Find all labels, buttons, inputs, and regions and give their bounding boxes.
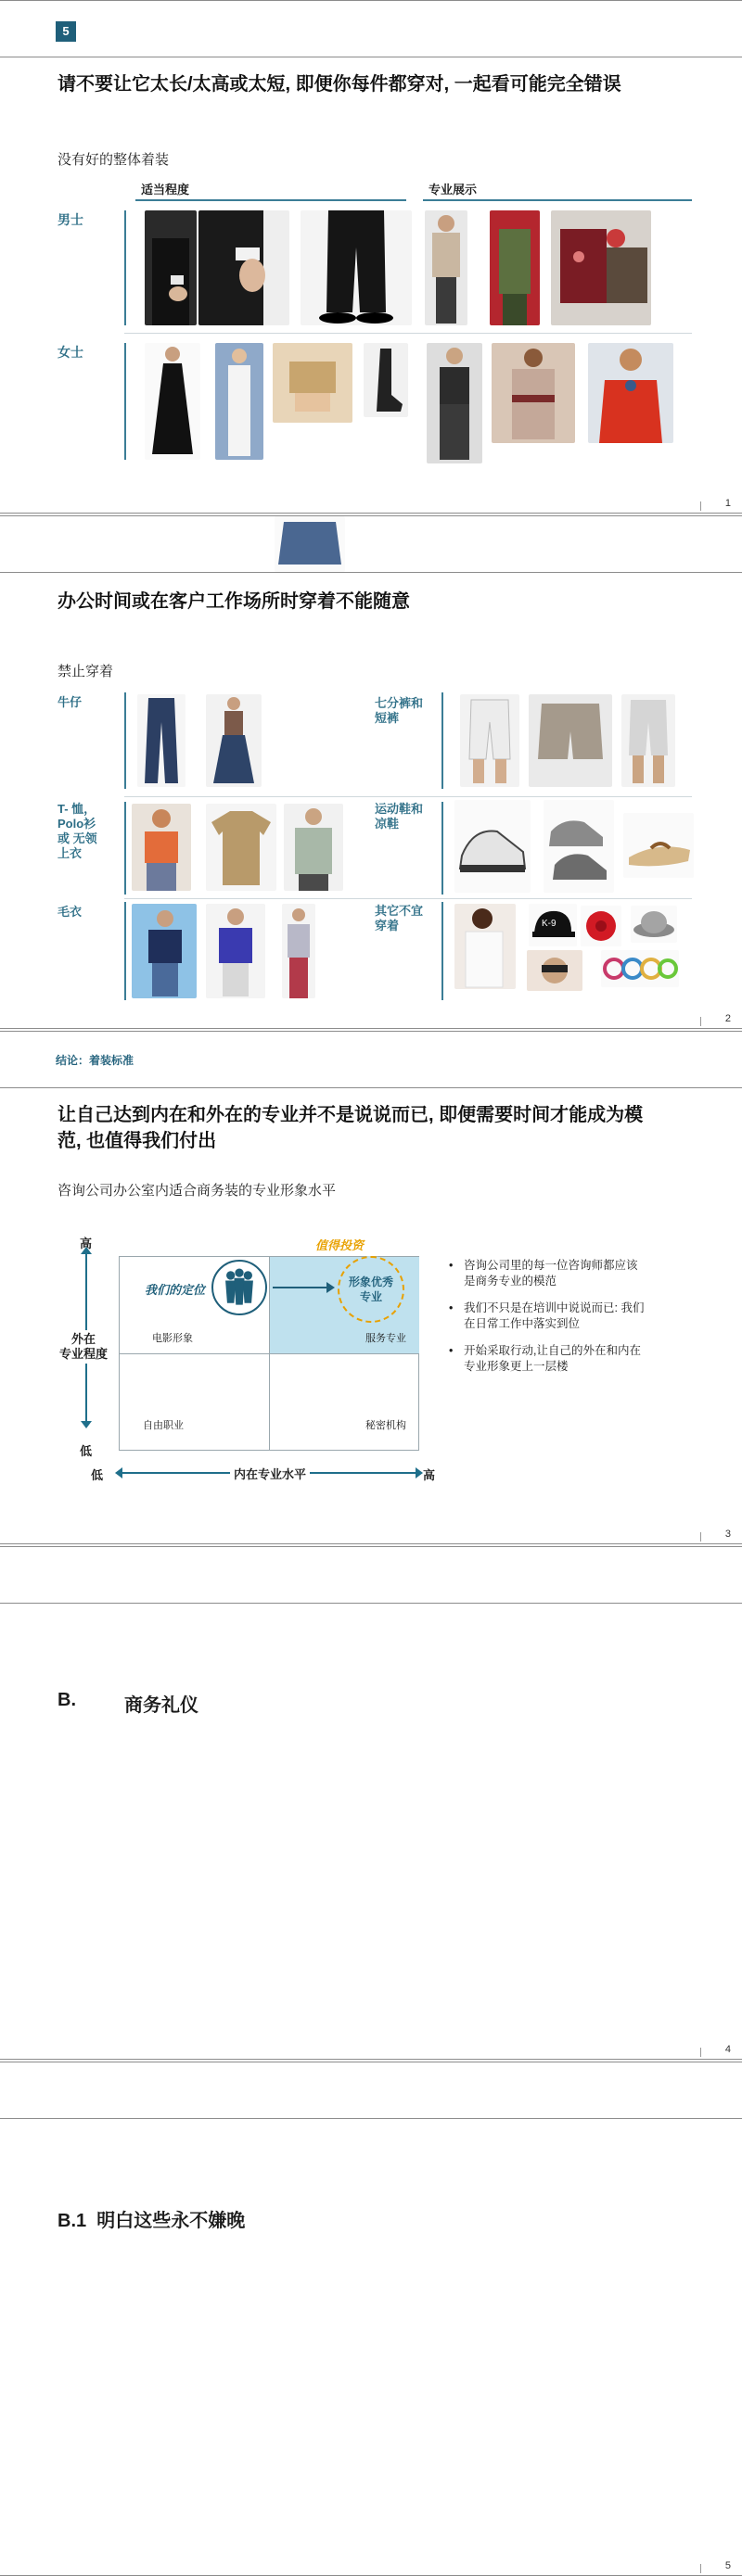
- slide-title-line2: 范, 也值得我们付出: [58, 1131, 217, 1151]
- divider-shorts: [441, 692, 443, 789]
- bullet-2-line2: 在日常工作中落实到位: [464, 1317, 581, 1330]
- photo-tshirt-man: [284, 804, 343, 891]
- arrow-right-icon: [273, 1287, 328, 1288]
- slide-1: [0, 0, 742, 514]
- badge-text: 5: [62, 24, 70, 38]
- bullet-3-line1: 开始采取行动,让自己的外在和内在: [464, 1344, 641, 1357]
- category-jeans: 牛仔: [58, 695, 83, 709]
- page-number: 4: [724, 2044, 731, 2055]
- bullet-1-line2: 是商务专业的模范: [464, 1275, 557, 1288]
- photo-cap: [529, 904, 577, 946]
- photo-polo-shirt: [206, 804, 276, 891]
- row-separator-2: [124, 898, 692, 899]
- photo-woman-white-suit: [215, 343, 263, 460]
- header-divider: [0, 2118, 742, 2119]
- arrow-head: [326, 1282, 335, 1293]
- y-axis-label-line2: 专业程度: [59, 1347, 109, 1361]
- divider-sweater: [124, 902, 126, 1000]
- photo-other-woman: [454, 904, 516, 989]
- slide-4: [0, 1546, 742, 2060]
- people-circle-icon: [211, 1260, 267, 1315]
- photo-woman-crop-top: [273, 343, 352, 423]
- slide-3: [0, 1031, 742, 1544]
- category-sneakers-sandals: [375, 802, 423, 831]
- photo-man-suit: [425, 210, 467, 325]
- photo-woman-belt: [492, 343, 575, 443]
- category-tshirt: [58, 802, 97, 861]
- photo-tshirt-woman: [132, 804, 191, 891]
- bullet-list: [449, 1258, 699, 1375]
- page-number: 5: [724, 2560, 731, 2571]
- header-divider: [0, 1603, 742, 1604]
- page-tick: [700, 1017, 701, 1026]
- row-divider-men: [124, 210, 126, 325]
- photo-man-sleeve: [145, 210, 197, 325]
- y-axis-high: 高: [80, 1237, 93, 1250]
- photo-denim-skirt-short: [275, 516, 345, 572]
- divider-jeans: [124, 692, 126, 789]
- section-title: B.1 明白这些永不嫌晚: [58, 2211, 246, 2231]
- bullet-1-line1: 咨询公司里的每一位咨询师都应该: [464, 1259, 638, 1272]
- photo-sweater-1: [132, 904, 197, 998]
- photo-grey-hat: [631, 906, 677, 943]
- page-number: 1: [724, 498, 731, 509]
- photo-denim-skirt-long: [206, 694, 262, 787]
- x-axis-arrow-right: [416, 1467, 423, 1478]
- photo-man-trousers: [301, 210, 412, 325]
- bullet-dot: •: [449, 1344, 454, 1357]
- target-line1: 形象优秀: [348, 1275, 393, 1288]
- slide-title: 请不要让它太长/太高或太短, 即便你每件都穿对, 一起看可能完全错误: [58, 74, 621, 95]
- photo-woman-black-skirt: [145, 343, 200, 460]
- section-title: 商务礼仪: [124, 1695, 198, 1716]
- category-tshirt-line4: 上衣: [58, 846, 83, 860]
- photo-sweater-3: [282, 904, 315, 998]
- category-tshirt-line2: Polo衫: [58, 817, 96, 831]
- section-tag: 结论：着装标准: [56, 1054, 134, 1067]
- slide-title: 办公时间或在客户工作场所时穿着不能随意: [58, 591, 410, 612]
- photo-woman-pantsuit: [427, 343, 482, 463]
- photo-capri-legs: [621, 694, 675, 787]
- divider-sneakers: [441, 802, 443, 895]
- photo-capri-pants: [460, 694, 519, 787]
- photo-jeans: [137, 694, 186, 787]
- page-tick: [700, 2048, 701, 2057]
- photo-sneaker: [454, 800, 531, 893]
- category-capri-shorts: [375, 696, 423, 726]
- category-sweater: 毛衣: [58, 905, 83, 919]
- section-letter: B.: [58, 1690, 76, 1710]
- y-axis-low: 低: [80, 1444, 93, 1458]
- slide-subtitle: 禁止穿着: [58, 664, 114, 679]
- divider-other: [441, 902, 443, 1000]
- quadrant-movie: 电影形象: [152, 1333, 193, 1344]
- slide-number-badge: [56, 21, 76, 42]
- y-axis-label: [59, 1330, 108, 1364]
- page-number: 3: [724, 1529, 731, 1540]
- bullet-item: [449, 1343, 699, 1375]
- x-axis-low: 低: [91, 1468, 104, 1482]
- category-other-line2: 穿着: [375, 919, 400, 933]
- column-underline-right: [423, 199, 692, 201]
- x-axis-high: 高: [423, 1468, 436, 1482]
- row-separator: [124, 333, 692, 334]
- row-divider-women: [124, 343, 126, 460]
- category-sneakers-line2: 凉鞋: [375, 817, 400, 831]
- y-axis-label-line1: 外在: [71, 1332, 96, 1346]
- category-sneakers-line1: 运动鞋和: [375, 802, 424, 816]
- category-tshirt-line1: T- 恤，: [58, 802, 96, 816]
- our-position-label: 我们的定位: [145, 1283, 206, 1297]
- photo-bracelets: [601, 950, 679, 987]
- bullet-2-line1: 我们不只是在培训中说说而已: 我们: [464, 1301, 645, 1314]
- slide-subtitle: 咨询公司办公室内适合商务装的专业形象水平: [58, 1183, 337, 1199]
- slide-title: [58, 1102, 707, 1154]
- column-header-appropriate: 适当程度: [141, 183, 190, 197]
- header-divider: [0, 1087, 742, 1088]
- page-number: 2: [724, 1013, 731, 1024]
- page-tick: [700, 501, 701, 511]
- photo-man-flowers: [551, 210, 651, 325]
- category-other: [375, 904, 423, 933]
- matrix-horizontal-divider: [120, 1353, 418, 1354]
- row-separator-1: [124, 796, 692, 797]
- category-capri-shorts-line1: 七分裤和: [375, 696, 424, 710]
- row-label-men: 男士: [58, 212, 83, 227]
- x-axis-label: 内在专业水平: [230, 1465, 310, 1482]
- y-axis-arrow-down: [81, 1421, 92, 1428]
- bullet-3-line2: 专业形象更上一层楼: [464, 1360, 569, 1373]
- category-tshirt-line3: 或 无领: [58, 831, 97, 845]
- photo-red-flower: [581, 906, 621, 946]
- slide-2: [0, 515, 742, 1029]
- slide-5: [0, 2062, 742, 2576]
- quadrant-secret: 秘密机构: [365, 1420, 406, 1431]
- bullet-dot: •: [449, 1259, 454, 1272]
- photo-man-cuff: [198, 210, 289, 325]
- category-other-line1: 其它不宜: [375, 904, 424, 918]
- worth-investing-label: 值得投资: [315, 1238, 365, 1252]
- bullet-item: [449, 1258, 699, 1289]
- column-underline-left: [135, 199, 406, 201]
- photo-man-camo: [490, 210, 540, 325]
- divider-tshirt: [124, 802, 126, 895]
- svg-text:K-9: K-9: [542, 919, 556, 929]
- photo-sweater-2: [206, 904, 265, 998]
- photo-hiking-shoes: [544, 800, 614, 893]
- page-tick: [700, 1532, 701, 1542]
- column-header-professional: 专业展示: [429, 183, 478, 197]
- photo-shorts: [529, 694, 612, 787]
- bullet-dot: •: [449, 1301, 454, 1314]
- category-capri-shorts-line2: 短裤: [375, 711, 400, 725]
- quadrant-service: 服务专业: [365, 1333, 406, 1344]
- x-axis-arrow-left: [115, 1467, 122, 1478]
- target-line2: 专业: [359, 1290, 382, 1303]
- target-circle: [338, 1256, 404, 1323]
- header-divider: [0, 572, 742, 573]
- page-tick: [700, 2564, 701, 2573]
- photo-woman-red-top: [588, 343, 673, 443]
- row-label-women: 女士: [58, 345, 83, 360]
- photo-sunglasses-woman: [527, 950, 582, 991]
- bullet-item: [449, 1301, 699, 1332]
- photo-sandal: [623, 813, 694, 878]
- y-axis-arrow-up: [81, 1247, 92, 1254]
- quadrant-freelance: 自由职业: [143, 1420, 184, 1431]
- slide-subtitle: 没有好的整体着装: [58, 152, 170, 168]
- photo-woman-boot: [364, 343, 408, 417]
- slide-title-line1: 让自己达到内在和外在的专业并不是说说而已, 即便需要时间才能成为模: [58, 1105, 644, 1125]
